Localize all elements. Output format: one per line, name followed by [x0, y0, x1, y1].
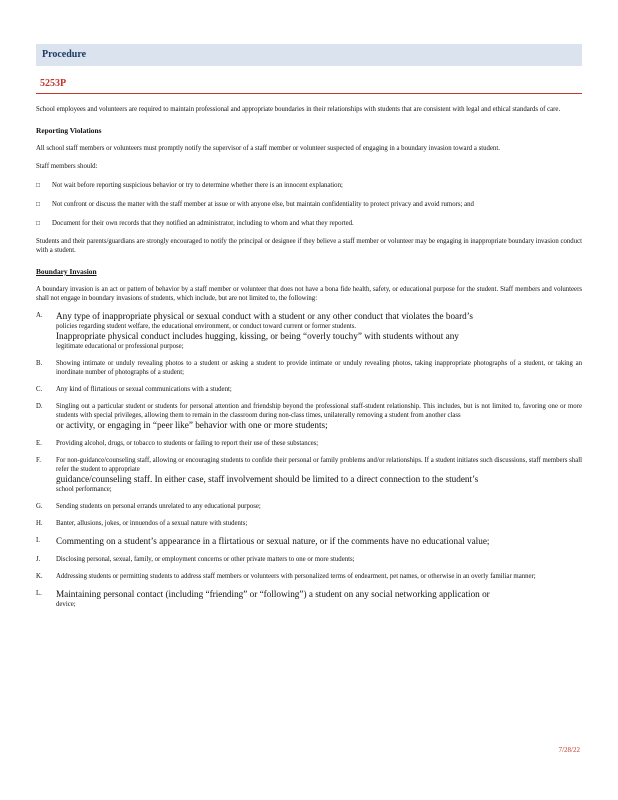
policy-code: 5253P	[36, 78, 582, 94]
list-item: L. Maintaining personal contact (including “friending” or “following”) a student on any social networking application or device;	[36, 589, 490, 608]
list-item: H. Banter, allusions, jokes, or innuendos of a sexual nature with students;	[36, 520, 248, 527]
reporting-heading: Reporting Violations	[36, 126, 102, 135]
bullet-box-icon: □	[36, 220, 41, 227]
bullet-box-icon: □	[36, 182, 41, 189]
procedure-header-bar	[36, 44, 582, 66]
reporting-bullet: □ Document for their own records that they notified an administrator, including to whom and what they reported.	[36, 220, 354, 227]
list-item: K. Addressing students or permitting students to address staff members or volunteers with personalized terms of endearment, pet names, or otherwise in an overly familiar manner;	[36, 573, 536, 580]
boundary-paragraph: A boundary invasion is an act or pattern of behavior by a staff member or volunteer that does not have a bona fide health, safety, or educational purpose for the student. Staff members and volunteers shall not engage in boundary invasions of students, which include, but are not limited to, the following:	[36, 286, 582, 302]
reporting-paragraph-3: Students and their parents/guardians are strongly encouraged to notify the principal or designee if they believe a staff member or volunteer may be engaging in inappropriate boundary invasion conduct with a student.	[36, 238, 582, 254]
list-item: F. For non-guidance/counseling staff, allowing or encouraging students to confide their personal or family problems and/or relationships. If a student initiates such discussions, staff members shall refer the student to appropriate guidance/counseling staff. In either case, staff involvement should be limited to a direct connection to the student’s school performance;	[36, 457, 582, 493]
list-item: D. Singling out a particular student or students for personal attention and friendship beyond the professional staff-student relationship. This includes, but is not limited to, favoring one or more students with special privileges, allowing them to remain in the classroom during non-class times, unilaterally removing a student from another class or activity, or engaging in “peer like” behavior with one or more students;	[36, 403, 582, 430]
reporting-paragraph-1: All school staff members or volunteers must promptly notify the supervisor of a staff member or volunteer suspected of engaging in a boundary invasion toward a student.	[36, 145, 500, 152]
intro-paragraph: School employees and volunteers are required to maintain professional and appropriate boundaries in their relationships with students that are consistent with legal and ethical standards of care.	[36, 106, 561, 113]
reporting-bullet: □ Not wait before reporting suspicious behavior or try to determine whether there is an innocent explanation;	[36, 182, 343, 189]
list-item: G. Sending students on personal errands unrelated to any educational purpose;	[36, 503, 261, 510]
document-page	[36, 44, 582, 609]
reporting-paragraph-2: Staff members should:	[36, 163, 98, 170]
procedure-title: Procedure	[42, 49, 87, 60]
list-item: J. Disclosing personal, sexual, family, or employment concerns or other private matters to one or more students;	[36, 556, 355, 563]
list-item: A. Any type of inappropriate physical or sexual conduct with a student or any other conduct that violates the board’s policies regarding student welfare, the educational environment, or conduct toward current or former students. Inappropriate physical conduct includes hugging, kissing, or being “overly touchy” with students without any legitimate educational or professional purpose;	[36, 311, 473, 350]
footer-date: 7/28/22	[558, 746, 580, 754]
list-item: E. Providing alcohol, drugs, or tobacco to students or failing to report their use of these substances;	[36, 440, 319, 447]
reporting-bullet: □ Not confront or discuss the matter with the staff member at issue or with anyone else, but maintain confidentiality to protect privacy and avoid rumors; and	[36, 201, 474, 208]
bullet-box-icon: □	[36, 201, 41, 208]
list-item: B. Showing intimate or unduly revealing photos to a student or asking a student to provide intimate or unduly revealing photos, taking inappropriate photographs of a student, or taking an inordinate number of photographs of a student;	[36, 360, 582, 376]
list-item: I. Commenting on a student’s appearance in a flirtatious or sexual nature, or if the comments have no educational value;	[36, 536, 490, 546]
boundary-heading: Boundary Invasion	[36, 267, 97, 276]
list-item: C. Any kind of flirtatious or sexual communications with a student;	[36, 386, 232, 393]
